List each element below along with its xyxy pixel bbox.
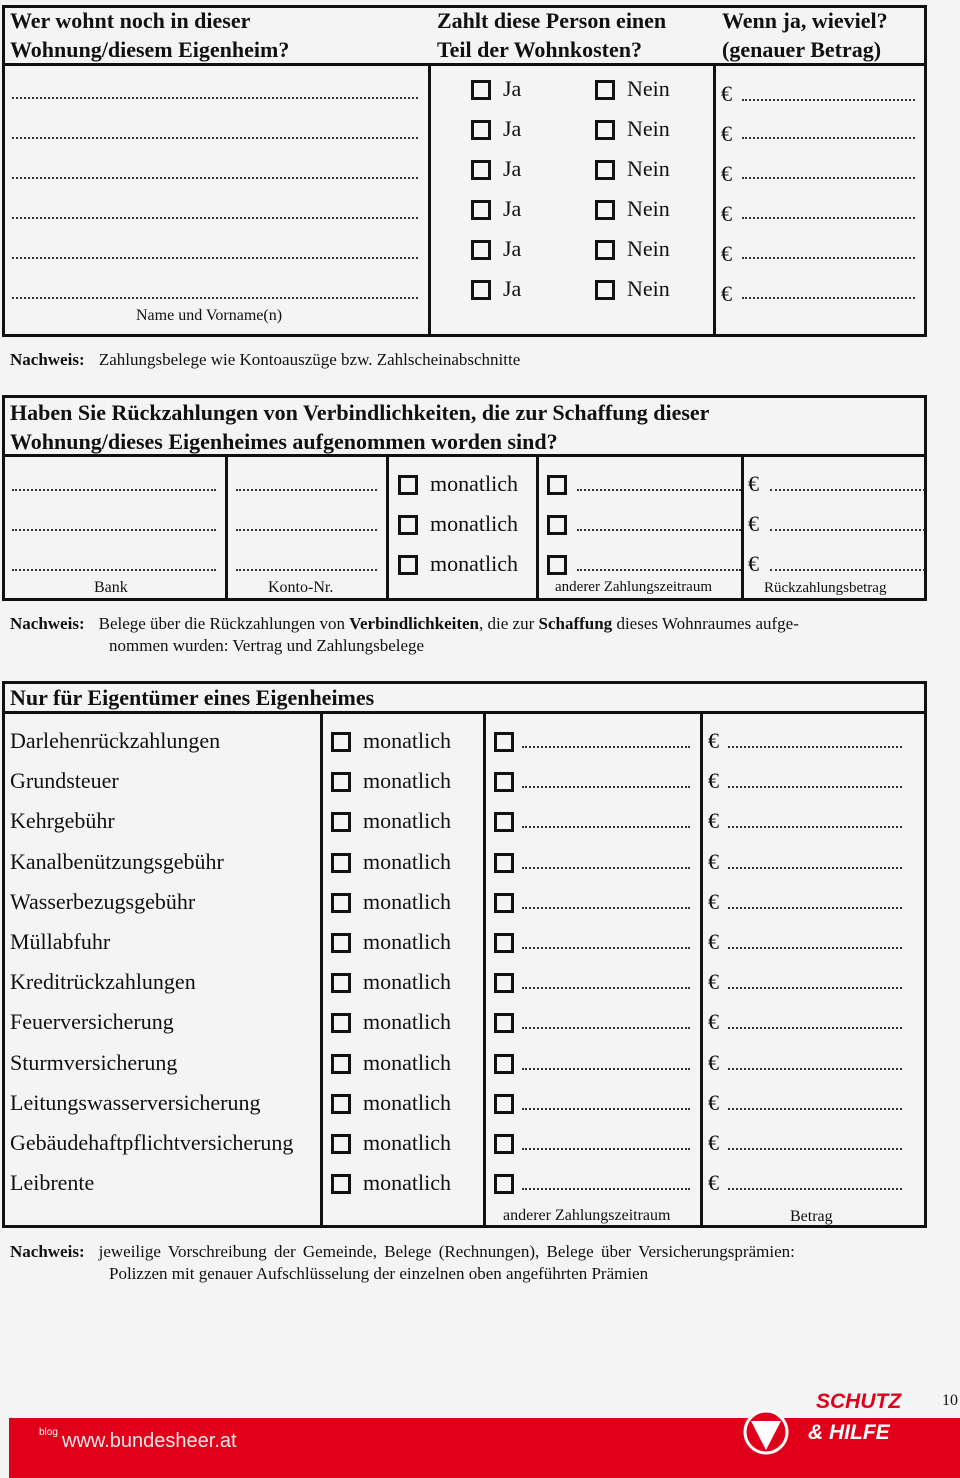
other-period-input[interactable] [522,867,690,869]
other-period-input[interactable] [577,489,741,491]
monthly-checkbox[interactable] [331,1013,351,1033]
divider [700,711,703,1228]
euro-icon: € [748,511,759,536]
name-input[interactable] [12,257,418,259]
slogan-hilfe: & HILFE [808,1421,890,1444]
amount-input[interactable] [728,746,902,748]
yes-checkbox[interactable] [471,120,491,140]
other-period-checkbox[interactable] [494,1054,514,1074]
name-input[interactable] [12,217,418,219]
monthly-checkbox[interactable] [398,555,418,575]
euro-icon: € [708,889,719,914]
divider [483,711,486,1228]
caption-bank: Bank [94,579,128,596]
page-number: 10 [942,1392,958,1409]
amount-input[interactable] [728,1188,902,1190]
euro-icon: € [721,81,732,106]
monthly-label: monatlich [363,969,451,994]
amount-input[interactable] [728,907,902,909]
caption-other-period: anderer Zahlungszeitraum [503,1207,671,1224]
amount-input[interactable] [728,947,902,949]
euro-icon: € [721,161,732,186]
divider [536,454,539,601]
other-period-input[interactable] [522,1108,690,1110]
yes-checkbox[interactable] [471,80,491,100]
monthly-label: monatlich [363,1050,451,1075]
cost-item-label: Darlehenrückzahlungen [10,728,221,753]
caption-account: Konto-Nr. [268,579,334,596]
other-period-checkbox[interactable] [494,1094,514,1114]
amount-input[interactable] [728,1027,902,1029]
divider [386,454,389,601]
monthly-label: monatlich [430,471,518,496]
amount-input[interactable] [742,297,915,299]
euro-icon: € [708,1050,719,1075]
repayments-title: Haben Sie Rückzahlungen von Verbindlichkeiten, die zur Schaffung dieser Wohnung/dieses Eigenheimes aufgenommen worden sind? [10,400,710,454]
header-pays-costs: Zahlt diese Person einen Teil der Wohnkosten? [437,8,667,62]
divider [320,711,323,1228]
other-period-input[interactable] [522,1027,690,1029]
no-label: Nein [627,196,670,221]
divider [713,63,716,337]
other-period-checkbox[interactable] [547,475,567,495]
monthly-checkbox[interactable] [331,732,351,752]
name-input[interactable] [12,177,418,179]
other-period-input[interactable] [577,529,741,531]
other-period-input[interactable] [577,569,741,571]
yes-checkbox[interactable] [471,200,491,220]
account-number-input[interactable] [236,489,377,491]
other-period-checkbox[interactable] [547,515,567,535]
euro-icon: € [708,969,719,994]
other-period-input[interactable] [522,786,690,788]
other-period-input[interactable] [522,746,690,748]
bank-input[interactable] [12,569,216,571]
name-input[interactable] [12,137,418,139]
monthly-checkbox[interactable] [331,973,351,993]
no-checkbox[interactable] [595,120,615,140]
cost-item-label: Gebäudehaftpflichtversicherung [10,1130,294,1155]
monthly-label: monatlich [363,728,451,753]
yes-label: Ja [503,156,522,181]
other-period-input[interactable] [522,1148,690,1150]
amount-input[interactable] [742,177,915,179]
euro-icon: € [708,728,719,753]
no-checkbox[interactable] [595,160,615,180]
monthly-checkbox[interactable] [331,1094,351,1114]
monthly-checkbox[interactable] [331,1174,351,1194]
euro-icon: € [708,1009,719,1034]
euro-icon: € [708,1090,719,1115]
other-period-checkbox[interactable] [494,893,514,913]
other-period-input[interactable] [522,826,690,828]
yes-label: Ja [503,76,522,101]
other-period-input[interactable] [522,947,690,949]
amount-input[interactable] [742,137,915,139]
yes-label: Ja [503,236,522,261]
cost-item-label: Kanalbenützungsgebühr [10,849,224,874]
yes-checkbox[interactable] [471,160,491,180]
amount-input[interactable] [742,217,915,219]
monthly-checkbox[interactable] [331,853,351,873]
no-label: Nein [627,76,670,101]
no-checkbox[interactable] [595,240,615,260]
cost-item-label: Wasserbezugsgebühr [10,889,196,914]
euro-icon: € [708,1130,719,1155]
monthly-label: monatlich [363,1009,451,1034]
blog-label: blog [39,1427,58,1438]
proof-note-1: Nachweis: Zahlungsbelege wie Kontoauszüge bzw. Zahlscheinabschnitte [10,350,521,369]
other-period-checkbox[interactable] [494,853,514,873]
monthly-label: monatlich [363,889,451,914]
amount-input[interactable] [728,1068,902,1070]
no-label: Nein [627,116,670,141]
repayment-amount-input[interactable] [770,489,925,491]
monthly-checkbox[interactable] [331,1054,351,1074]
other-period-input[interactable] [522,987,690,989]
no-label: Nein [627,156,670,181]
account-number-input[interactable] [236,529,377,531]
monthly-checkbox[interactable] [398,475,418,495]
divider [428,63,431,337]
cost-item-label: Sturmversicherung [10,1050,178,1075]
cost-item-label: Leitungswasserversicherung [10,1090,261,1115]
euro-icon: € [721,281,732,306]
other-period-input[interactable] [522,907,690,909]
euro-icon: € [748,471,759,496]
cost-item-label: Müllabfuhr [10,929,111,954]
euro-icon: € [708,808,719,833]
euro-icon: € [721,241,732,266]
euro-icon: € [708,768,719,793]
yes-checkbox[interactable] [471,280,491,300]
euro-icon: € [708,929,719,954]
no-checkbox[interactable] [595,200,615,220]
euro-icon: € [748,551,759,576]
bank-input[interactable] [12,529,216,531]
caption-other-period: anderer Zahlungszeitraum [555,579,713,595]
monthly-label: monatlich [430,511,518,536]
amount-input[interactable] [728,1148,902,1150]
monthly-checkbox[interactable] [331,812,351,832]
monthly-label: monatlich [363,768,451,793]
repayment-amount-input[interactable] [770,569,925,571]
other-period-checkbox[interactable] [494,732,514,752]
yes-label: Ja [503,196,522,221]
other-period-input[interactable] [522,1188,690,1190]
no-checkbox[interactable] [595,80,615,100]
bundesheer-logo-icon [742,1408,790,1456]
no-label: Nein [627,236,670,261]
amount-input[interactable] [728,1108,902,1110]
euro-icon: € [708,849,719,874]
monthly-label: monatlich [363,808,451,833]
owner-section-title: Nur für Eigentümer eines Eigenheimes [10,685,375,710]
cost-item-label: Kreditrückzahlungen [10,969,196,994]
proof-note-2: Nachweis: Belege über die Rückzahlungen von Verbindlichkeiten, die zur Schaffung dieses Wohnraumes aufge- nommen wurden: Vertrag und Zahlungsbelege [10,614,799,655]
header-how-much: Wenn ja, wieviel? (genauer Betrag) [722,8,888,62]
monthly-checkbox[interactable] [331,1134,351,1154]
other-period-checkbox[interactable] [494,1134,514,1154]
euro-icon: € [721,121,732,146]
yes-label: Ja [503,116,522,141]
other-period-checkbox[interactable] [494,1174,514,1194]
cost-item-label: Grundsteuer [10,768,119,793]
monthly-label: monatlich [363,1090,451,1115]
divider [741,454,744,601]
yes-label: Ja [503,276,522,301]
no-label: Nein [627,276,670,301]
amount-input[interactable] [742,99,915,101]
amount-input[interactable] [728,987,902,989]
monthly-label: monatlich [430,551,518,576]
name-input[interactable] [12,297,418,299]
euro-icon: € [708,1170,719,1195]
monthly-checkbox[interactable] [331,893,351,913]
other-period-checkbox[interactable] [494,772,514,792]
monthly-checkbox[interactable] [331,933,351,953]
other-period-checkbox[interactable] [494,1013,514,1033]
caption-amount: Betrag [790,1208,833,1225]
website-link[interactable]: www.bundesheer.at [62,1430,237,1452]
name-input[interactable] [12,97,418,99]
caption-repayment-amount: Rückzahlungsbetrag [764,580,887,596]
other-period-checkbox[interactable] [494,812,514,832]
amount-input[interactable] [728,867,902,869]
other-period-checkbox[interactable] [547,555,567,575]
divider [225,454,228,601]
amount-input[interactable] [728,786,902,788]
amount-input[interactable] [728,826,902,828]
repayment-amount-input[interactable] [770,529,925,531]
bank-input[interactable] [12,489,216,491]
other-period-checkbox[interactable] [494,933,514,953]
euro-icon: € [721,201,732,226]
monthly-checkbox[interactable] [331,772,351,792]
other-period-checkbox[interactable] [494,973,514,993]
yes-checkbox[interactable] [471,240,491,260]
slogan-schutz: SCHUTZ [816,1390,902,1413]
monthly-label: monatlich [363,1130,451,1155]
monthly-label: monatlich [363,929,451,954]
amount-input[interactable] [742,257,915,259]
header-who-lives: Wer wohnt noch in dieser Wohnung/diesem Eigenheim? [10,8,290,62]
monthly-checkbox[interactable] [398,515,418,535]
cost-item-label: Leibrente [10,1170,95,1195]
monthly-label: monatlich [363,1170,451,1195]
other-period-input[interactable] [522,1068,690,1070]
cost-item-label: Feuerversicherung [10,1009,174,1034]
monthly-label: monatlich [363,849,451,874]
caption-name: Name und Vorname(n) [136,307,283,324]
cost-item-label: Kehrgebühr [10,808,115,833]
proof-note-3: Nachweis: jeweilige Vorschreibung der Gemeinde, Belege (Rechnungen), Belege über Versicherungsprämien: Polizzen mit genauer Aufschlüsselung der einzelnen oben angeführten Prämien [10,1242,795,1283]
no-checkbox[interactable] [595,280,615,300]
account-number-input[interactable] [236,569,377,571]
